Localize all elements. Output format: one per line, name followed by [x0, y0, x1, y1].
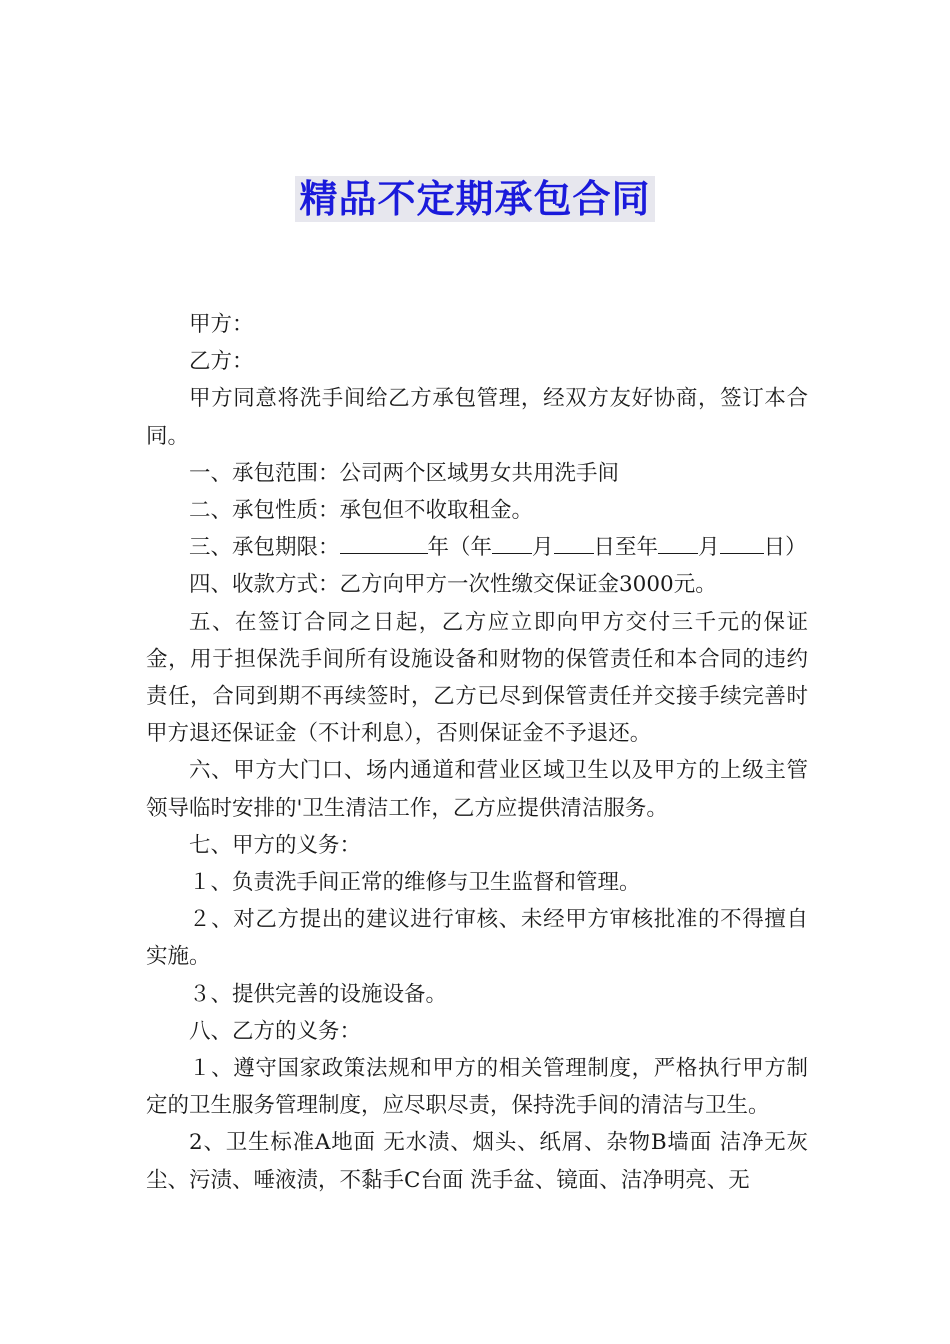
blank-start-month	[492, 529, 532, 554]
clause-term-text-5: 日）	[763, 535, 807, 561]
clause-term	[146, 529, 808, 566]
clause-term-text-1: 年（年	[427, 535, 493, 561]
party-b-duty-1: １、遵守国家政策法规和甲方的相关管理制度，严格执行甲方制定的卫生服务管理制度，应尽职尽责，保持洗手间的清洁与卫生。	[146, 1056, 808, 1119]
blank-end-day	[720, 529, 764, 554]
party-a-duty-1: １、负责洗手间正常的维修与卫生监督和管理。	[189, 870, 641, 896]
clause-party-b-duties: 八、乙方的义务：	[189, 1018, 362, 1044]
clause-scope: 一、承包范围：公司两个区域男女共用洗手间	[189, 460, 620, 486]
clause-term-text-4: 月	[698, 535, 720, 561]
blank-years	[340, 529, 428, 554]
clause-payment: 四、收款方式：乙方向甲方一次性缴交保证金3000元。	[189, 572, 717, 598]
clause-nature: 二、承包性质：承包但不收取租金。	[189, 498, 534, 524]
blank-start-day	[554, 529, 594, 554]
party-a-duty-3: ３、提供完善的设施设备。	[189, 981, 448, 1007]
party-b-line: 乙方：	[189, 349, 254, 375]
clause-party-a-duties: 七、甲方的义务：	[189, 832, 362, 858]
clause-cleaning: 六、甲方大门口、场内通道和营业区域卫生以及甲方的上级主管领导临时安排的'卫生清洁工作，乙方应提供清洁服务。	[146, 758, 808, 821]
blank-end-month	[658, 529, 698, 554]
contract-body	[146, 306, 808, 1199]
clause-term-text-2: 月	[532, 535, 554, 561]
title-container	[0, 176, 950, 222]
clause-term-label: 三、承包期限：	[189, 535, 340, 561]
clause-term-text-3: 日至年	[593, 535, 659, 561]
party-b-duty-2: 2、卫生标准A地面 无水渍、烟头、纸屑、杂物B墙面 洁净无灰尘、污渍、唾液渍，不黏手C台面 洗手盆、镜面、洁净明亮、无	[146, 1130, 808, 1193]
party-a-line: 甲方：	[189, 312, 254, 337]
clause-deposit: 五、在签订合同之日起，乙方应立即向甲方交付三千元的保证金，用于担保洗手间所有设施设备和财物的保管责任和本合同的违约责任，合同到期不再续签时，乙方已尽到保管责任并交接手续完善时甲方退还保证金（不计利息），否则保证金不予退还。	[146, 609, 808, 747]
preamble-paragraph: 甲方同意将洗手间给乙方承包管理，经双方友好协商，签订本合同。	[146, 386, 808, 449]
party-a-duty-2: ２、对乙方提出的建议进行审核、未经甲方审核批准的不得擅自实施。	[146, 907, 808, 970]
document-title: 精品不定期承包合同	[295, 176, 654, 222]
